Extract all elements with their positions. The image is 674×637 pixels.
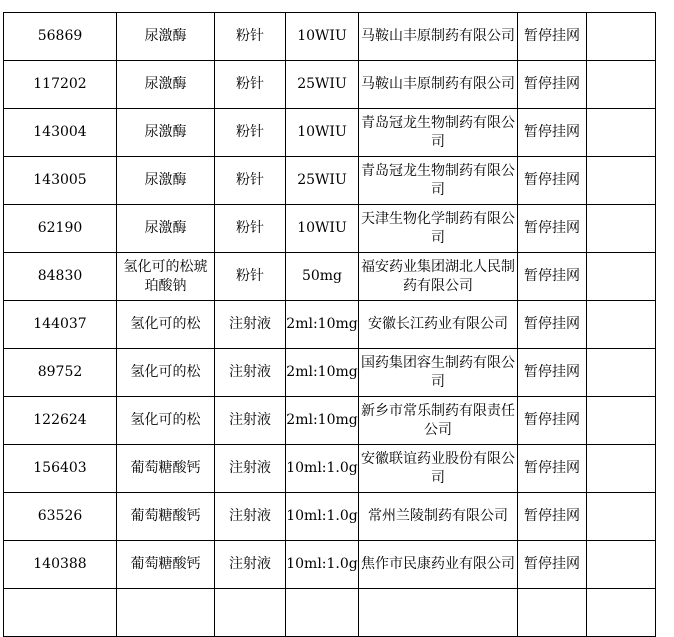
cell-drug-name: 尿激酶	[117, 13, 215, 61]
cell-status: 暂停挂网	[518, 157, 587, 205]
cell-status: 暂停挂网	[518, 301, 587, 349]
cell-id: 84830	[4, 253, 117, 301]
cell-manufacturer: 青岛冠龙生物制药有限公司	[359, 157, 518, 205]
cell-drug-name: 氢化可的松	[117, 397, 215, 445]
cell-drug-name: 氢化可的松	[117, 349, 215, 397]
cell-dosage-form: 注射液	[215, 397, 286, 445]
cell-manufacturer: 焦作市民康药业有限公司	[359, 541, 518, 589]
table-row	[4, 445, 656, 493]
cell-status: 暂停挂网	[518, 61, 587, 109]
cell-dosage-form: 注射液	[215, 349, 286, 397]
cell-empty	[587, 397, 656, 445]
cell-id: 156403	[4, 445, 117, 493]
cell-drug-name: 葡萄糖酸钙	[117, 541, 215, 589]
cell-manufacturer: 安徽联谊药业股份有限公司	[359, 445, 518, 493]
cell-drug-name: 尿激酶	[117, 61, 215, 109]
cell-drug-name: 氢化可的松琥珀酸钠	[117, 253, 215, 301]
cell-status: 暂停挂网	[518, 445, 587, 493]
table-row	[4, 541, 656, 589]
cell-drug-name: 尿激酶	[117, 109, 215, 157]
cell-empty	[587, 61, 656, 109]
cell-manufacturer: 国药集团容生制药有限公司	[359, 349, 518, 397]
table-row	[4, 301, 656, 349]
cell-id	[4, 589, 117, 637]
cell-status: 暂停挂网	[518, 349, 587, 397]
cell-specification	[286, 589, 359, 637]
cell-dosage-form: 粉针	[215, 109, 286, 157]
cell-dosage-form: 粉针	[215, 205, 286, 253]
cell-manufacturer: 常州兰陵制药有限公司	[359, 493, 518, 541]
cell-manufacturer: 天津生物化学制药有限公司	[359, 205, 518, 253]
cell-status: 暂停挂网	[518, 109, 587, 157]
cell-specification: 2ml:10mg	[286, 397, 359, 445]
cell-manufacturer: 新乡市常乐制药有限责任公司	[359, 397, 518, 445]
cell-empty	[587, 253, 656, 301]
cell-dosage-form: 粉针	[215, 13, 286, 61]
cell-specification: 25WIU	[286, 61, 359, 109]
cell-status: 暂停挂网	[518, 13, 587, 61]
cell-dosage-form: 粉针	[215, 61, 286, 109]
cell-dosage-form: 注射液	[215, 541, 286, 589]
cell-empty	[587, 445, 656, 493]
cell-drug-name	[117, 589, 215, 637]
cell-empty	[587, 349, 656, 397]
cell-specification: 50mg	[286, 253, 359, 301]
cell-empty	[587, 301, 656, 349]
cell-id: 63526	[4, 493, 117, 541]
cell-manufacturer: 青岛冠龙生物制药有限公司	[359, 109, 518, 157]
cell-drug-name: 尿激酶	[117, 157, 215, 205]
cell-specification: 10WIU	[286, 205, 359, 253]
cell-manufacturer	[359, 589, 518, 637]
table-row	[4, 157, 656, 205]
cell-status: 暂停挂网	[518, 253, 587, 301]
cell-specification: 2ml:10mg	[286, 301, 359, 349]
cell-empty	[587, 589, 656, 637]
cell-dosage-form: 注射液	[215, 493, 286, 541]
cell-status: 暂停挂网	[518, 397, 587, 445]
cell-dosage-form: 注射液	[215, 301, 286, 349]
cell-manufacturer: 福安药业集团湖北人民制药有限公司	[359, 253, 518, 301]
cell-status: 暂停挂网	[518, 493, 587, 541]
cell-specification: 2ml:10mg	[286, 349, 359, 397]
table-row	[4, 13, 656, 61]
cell-id: 140388	[4, 541, 117, 589]
cell-manufacturer: 安徽长江药业有限公司	[359, 301, 518, 349]
cell-specification: 10WIU	[286, 13, 359, 61]
cell-specification: 25WIU	[286, 157, 359, 205]
table-row	[4, 61, 656, 109]
cell-empty	[587, 157, 656, 205]
table-row	[4, 493, 656, 541]
cell-dosage-form: 粉针	[215, 157, 286, 205]
cell-empty	[587, 541, 656, 589]
cell-dosage-form: 粉针	[215, 253, 286, 301]
table-row	[4, 349, 656, 397]
cell-drug-name: 尿激酶	[117, 205, 215, 253]
cell-dosage-form	[215, 589, 286, 637]
cell-empty	[587, 493, 656, 541]
table-row	[4, 253, 656, 301]
cell-specification: 10ml:1.0g	[286, 541, 359, 589]
cell-empty	[587, 109, 656, 157]
cell-manufacturer: 马鞍山丰原制药有限公司	[359, 13, 518, 61]
cell-empty	[587, 205, 656, 253]
cell-id: 89752	[4, 349, 117, 397]
cell-status	[518, 589, 587, 637]
cell-drug-name: 葡萄糖酸钙	[117, 445, 215, 493]
cell-id: 144037	[4, 301, 117, 349]
cell-drug-name: 葡萄糖酸钙	[117, 493, 215, 541]
cell-status: 暂停挂网	[518, 541, 587, 589]
table-row	[4, 397, 656, 445]
table-row	[4, 109, 656, 157]
cell-drug-name: 氢化可的松	[117, 301, 215, 349]
cell-dosage-form: 注射液	[215, 445, 286, 493]
cell-specification: 10ml:1.0g	[286, 445, 359, 493]
cell-specification: 10WIU	[286, 109, 359, 157]
cell-id: 62190	[4, 205, 117, 253]
table-row	[4, 589, 656, 637]
cell-id: 56869	[4, 13, 117, 61]
table-row	[4, 205, 656, 253]
cell-id: 143005	[4, 157, 117, 205]
cell-manufacturer: 马鞍山丰原制药有限公司	[359, 61, 518, 109]
cell-status: 暂停挂网	[518, 205, 587, 253]
cell-id: 117202	[4, 61, 117, 109]
cell-id: 122624	[4, 397, 117, 445]
table-body	[4, 13, 656, 637]
cell-id: 143004	[4, 109, 117, 157]
cell-specification: 10ml:1.0g	[286, 493, 359, 541]
cell-empty	[587, 13, 656, 61]
drug-listing-table	[3, 12, 656, 637]
